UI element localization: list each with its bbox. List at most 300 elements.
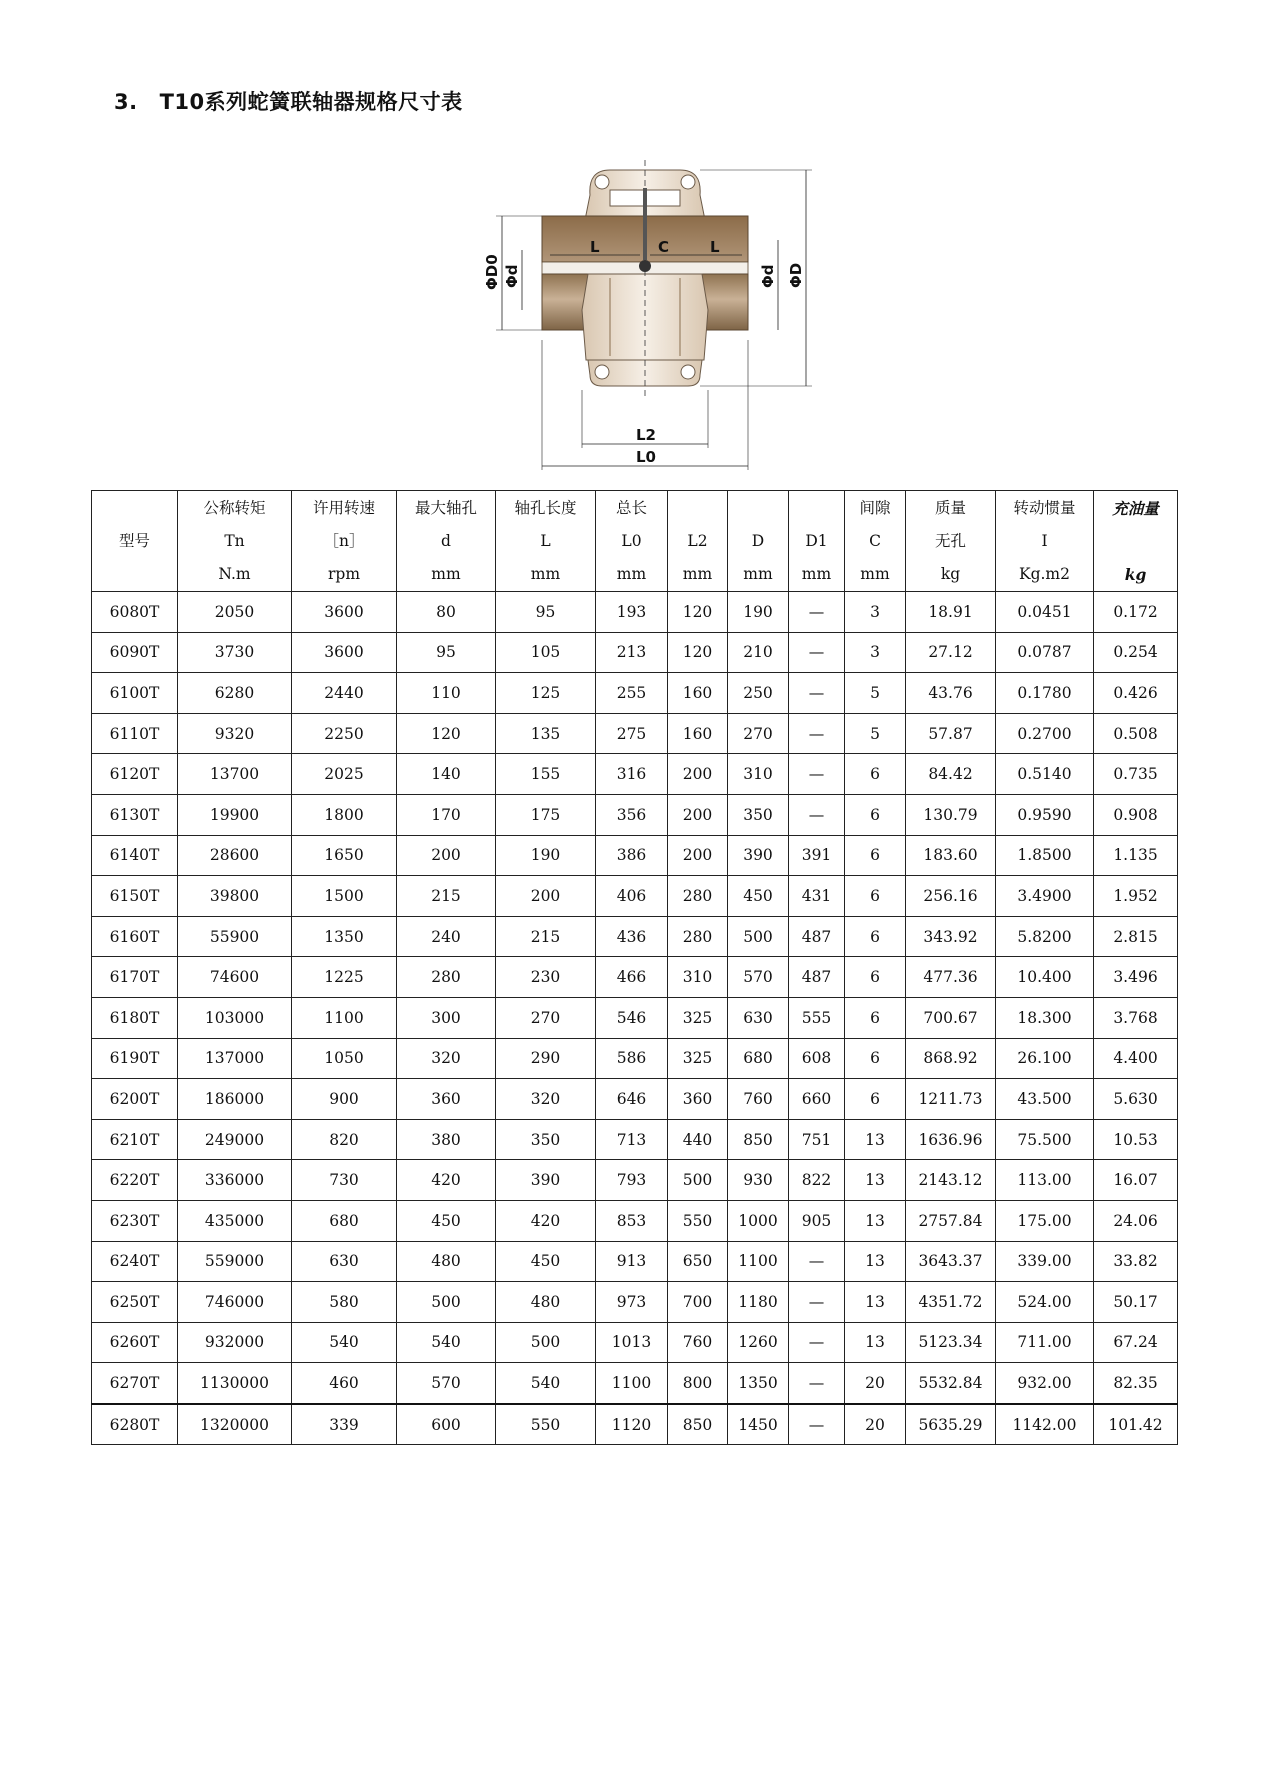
table-cell: 80 bbox=[397, 592, 496, 633]
table-cell: 13700 bbox=[178, 754, 292, 795]
table-cell: 760 bbox=[668, 1322, 728, 1363]
table-cell: 932000 bbox=[178, 1322, 292, 1363]
table-cell: 6250T bbox=[92, 1282, 178, 1323]
table-cell: 0.172 bbox=[1094, 592, 1178, 633]
table-cell: 6140T bbox=[92, 835, 178, 876]
table-cell: 75.500 bbox=[996, 1119, 1094, 1160]
table-cell: 0.735 bbox=[1094, 754, 1178, 795]
table-cell: 6200T bbox=[92, 1079, 178, 1120]
table-cell: 5 bbox=[845, 673, 906, 714]
table-cell: 200 bbox=[668, 754, 728, 795]
table-cell: 440 bbox=[668, 1119, 728, 1160]
table-cell: 570 bbox=[397, 1363, 496, 1404]
header-line: 轴孔长度 bbox=[514, 498, 577, 517]
table-cell: 630 bbox=[728, 997, 789, 1038]
table-cell: 6270T bbox=[92, 1363, 178, 1404]
table-cell: 27.12 bbox=[906, 632, 996, 673]
table-cell: 6240T bbox=[92, 1241, 178, 1282]
table-row bbox=[92, 997, 1178, 1038]
header-cell bbox=[292, 491, 397, 592]
header-row bbox=[92, 491, 1178, 592]
table-cell: 270 bbox=[496, 997, 596, 1038]
table-cell: 0.2700 bbox=[996, 713, 1094, 754]
table-cell: 240 bbox=[397, 916, 496, 957]
table-cell: 310 bbox=[728, 754, 789, 795]
header-line: N.m bbox=[218, 564, 251, 583]
table-cell: 13 bbox=[845, 1160, 906, 1201]
table-cell: 356 bbox=[596, 794, 668, 835]
table-cell: 6110T bbox=[92, 713, 178, 754]
dim-phid-right: Φd bbox=[759, 264, 777, 288]
table-cell: 6180T bbox=[92, 997, 178, 1038]
table-cell: 0.254 bbox=[1094, 632, 1178, 673]
table-cell: 0.426 bbox=[1094, 673, 1178, 714]
table-body bbox=[92, 592, 1178, 1445]
table-cell: 256.16 bbox=[906, 876, 996, 917]
header-cell bbox=[906, 491, 996, 592]
table-cell: 82.35 bbox=[1094, 1363, 1178, 1404]
table-cell: 1260 bbox=[728, 1322, 789, 1363]
table-cell: 6280T bbox=[92, 1404, 178, 1445]
table-cell: 700.67 bbox=[906, 997, 996, 1038]
table-cell: 436 bbox=[596, 916, 668, 957]
table-cell: 680 bbox=[292, 1200, 397, 1241]
table-cell: 320 bbox=[496, 1079, 596, 1120]
coupling-diagram bbox=[460, 160, 860, 480]
table-cell: 193 bbox=[596, 592, 668, 633]
header-line: 最大轴孔 bbox=[414, 498, 477, 517]
table-cell: 487 bbox=[789, 916, 845, 957]
table-cell: 0.508 bbox=[1094, 713, 1178, 754]
table-cell: 190 bbox=[496, 835, 596, 876]
table-cell: 249000 bbox=[178, 1119, 292, 1160]
table-cell: 270 bbox=[728, 713, 789, 754]
title-text: T10系列蛇簧联轴器规格尺寸表 bbox=[159, 90, 463, 114]
table-cell: 43.500 bbox=[996, 1079, 1094, 1120]
table-cell: 170 bbox=[397, 794, 496, 835]
table-cell: 850 bbox=[668, 1404, 728, 1445]
table-cell: 431 bbox=[789, 876, 845, 917]
header-line: Kg.m2 bbox=[1019, 564, 1070, 583]
table-cell: 546 bbox=[596, 997, 668, 1038]
table-cell: 18.300 bbox=[996, 997, 1094, 1038]
table-cell: 113.00 bbox=[996, 1160, 1094, 1201]
table-cell: 110 bbox=[397, 673, 496, 714]
table-cell: 6100T bbox=[92, 673, 178, 714]
table-cell: 793 bbox=[596, 1160, 668, 1201]
table-cell: 13 bbox=[845, 1119, 906, 1160]
table-row bbox=[92, 876, 1178, 917]
table-cell: 2440 bbox=[292, 673, 397, 714]
table-row bbox=[92, 1322, 1178, 1363]
header-line: mm bbox=[743, 564, 773, 583]
table-cell: 1800 bbox=[292, 794, 397, 835]
table-cell: 1225 bbox=[292, 957, 397, 998]
table-row bbox=[92, 1038, 1178, 1079]
table-cell: 1120 bbox=[596, 1404, 668, 1445]
table-cell: 540 bbox=[397, 1322, 496, 1363]
table-row bbox=[92, 1282, 1178, 1323]
table-cell: 1.135 bbox=[1094, 835, 1178, 876]
header-cell bbox=[596, 491, 668, 592]
table-row bbox=[92, 916, 1178, 957]
table-cell: 39800 bbox=[178, 876, 292, 917]
table-cell: 700 bbox=[668, 1282, 728, 1323]
table-cell: 5123.34 bbox=[906, 1322, 996, 1363]
table-cell: 120 bbox=[668, 632, 728, 673]
header-cell bbox=[397, 491, 496, 592]
table-cell: 6 bbox=[845, 876, 906, 917]
table-cell: 450 bbox=[728, 876, 789, 917]
table-cell: 480 bbox=[397, 1241, 496, 1282]
table-cell: 608 bbox=[789, 1038, 845, 1079]
table-cell: 853 bbox=[596, 1200, 668, 1241]
table-cell: 477.36 bbox=[906, 957, 996, 998]
table-cell: — bbox=[789, 754, 845, 795]
table-row bbox=[92, 1079, 1178, 1120]
table-cell: 6190T bbox=[92, 1038, 178, 1079]
table-cell: 215 bbox=[496, 916, 596, 957]
table-cell: 390 bbox=[728, 835, 789, 876]
table-cell: — bbox=[789, 1363, 845, 1404]
dim-phiD: ΦD bbox=[787, 262, 805, 288]
table-cell: 350 bbox=[496, 1119, 596, 1160]
header-line: Tn bbox=[224, 531, 245, 550]
page-title bbox=[114, 86, 463, 116]
table-cell: 1450 bbox=[728, 1404, 789, 1445]
table-cell: 500 bbox=[397, 1282, 496, 1323]
table-cell: 20 bbox=[845, 1363, 906, 1404]
table-cell: 3.4900 bbox=[996, 876, 1094, 917]
table-cell: 570 bbox=[728, 957, 789, 998]
header-line: 公称转矩 bbox=[203, 498, 266, 517]
header-line: C bbox=[869, 531, 881, 550]
table-cell: 460 bbox=[292, 1363, 397, 1404]
table-cell: 1100 bbox=[728, 1241, 789, 1282]
table-cell: 135 bbox=[496, 713, 596, 754]
table-cell: 0.908 bbox=[1094, 794, 1178, 835]
table-cell: 16.07 bbox=[1094, 1160, 1178, 1201]
table-cell: 10.53 bbox=[1094, 1119, 1178, 1160]
table-cell: 822 bbox=[789, 1160, 845, 1201]
table-cell: 160 bbox=[668, 673, 728, 714]
table-cell: 4351.72 bbox=[906, 1282, 996, 1323]
table-cell: 3600 bbox=[292, 632, 397, 673]
header-line: L2 bbox=[687, 531, 708, 550]
table-cell: 1180 bbox=[728, 1282, 789, 1323]
table-row bbox=[92, 592, 1178, 633]
table-row bbox=[92, 1200, 1178, 1241]
table-cell: 2143.12 bbox=[906, 1160, 996, 1201]
table-header bbox=[92, 491, 1178, 592]
table-cell: 487 bbox=[789, 957, 845, 998]
table-cell: 559000 bbox=[178, 1241, 292, 1282]
table-cell: 760 bbox=[728, 1079, 789, 1120]
table-cell: 200 bbox=[397, 835, 496, 876]
table-cell: 6130T bbox=[92, 794, 178, 835]
table-cell: 0.1780 bbox=[996, 673, 1094, 714]
table-cell: 13 bbox=[845, 1282, 906, 1323]
table-row bbox=[92, 1363, 1178, 1404]
table-cell: 310 bbox=[668, 957, 728, 998]
table-cell: 186000 bbox=[178, 1079, 292, 1120]
header-cell bbox=[1094, 491, 1178, 592]
header-cell bbox=[496, 491, 596, 592]
table-cell: 6280 bbox=[178, 673, 292, 714]
table-cell: 13 bbox=[845, 1241, 906, 1282]
table-cell: 5635.29 bbox=[906, 1404, 996, 1445]
table-cell: 390 bbox=[496, 1160, 596, 1201]
table-cell: 6 bbox=[845, 754, 906, 795]
header-line: kg bbox=[1124, 564, 1147, 584]
table-cell: 6150T bbox=[92, 876, 178, 917]
table-cell: 57.87 bbox=[906, 713, 996, 754]
table-cell: 466 bbox=[596, 957, 668, 998]
table-cell: 6080T bbox=[92, 592, 178, 633]
table-cell: 391 bbox=[789, 835, 845, 876]
table-cell: 0.9590 bbox=[996, 794, 1094, 835]
table-cell: 250 bbox=[728, 673, 789, 714]
table-cell: 360 bbox=[397, 1079, 496, 1120]
table-cell: 6090T bbox=[92, 632, 178, 673]
table-cell: 500 bbox=[496, 1322, 596, 1363]
table-cell: 3 bbox=[845, 632, 906, 673]
table-cell: 905 bbox=[789, 1200, 845, 1241]
spec-table bbox=[91, 490, 1178, 1445]
table-cell: 175 bbox=[496, 794, 596, 835]
table-cell: 0.0787 bbox=[996, 632, 1094, 673]
header-cell bbox=[178, 491, 292, 592]
header-line: mm bbox=[801, 564, 832, 583]
table-row bbox=[92, 1404, 1178, 1445]
header-line: 总长 bbox=[615, 498, 647, 517]
table-cell: 6 bbox=[845, 835, 906, 876]
title-number: 3. bbox=[114, 90, 138, 114]
table-cell: 646 bbox=[596, 1079, 668, 1120]
table-cell: 746000 bbox=[178, 1282, 292, 1323]
table-cell: 2250 bbox=[292, 713, 397, 754]
table-cell: 343.92 bbox=[906, 916, 996, 957]
table-cell: 210 bbox=[728, 632, 789, 673]
dim-L2: L2 bbox=[636, 426, 656, 444]
table-row bbox=[92, 957, 1178, 998]
table-cell: 1.8500 bbox=[996, 835, 1094, 876]
table-cell: 230 bbox=[496, 957, 596, 998]
header-line: mm bbox=[530, 564, 561, 583]
table-cell: 325 bbox=[668, 1038, 728, 1079]
header-line: mm bbox=[682, 564, 713, 583]
header-line: 充油量 bbox=[1112, 498, 1159, 518]
table-cell: 3 bbox=[845, 592, 906, 633]
table-cell: 6260T bbox=[92, 1322, 178, 1363]
table-cell: 350 bbox=[728, 794, 789, 835]
table-row bbox=[92, 794, 1178, 835]
table-cell: — bbox=[789, 1241, 845, 1282]
table-cell: — bbox=[789, 1404, 845, 1445]
table-cell: 103000 bbox=[178, 997, 292, 1038]
table-cell: 586 bbox=[596, 1038, 668, 1079]
table-cell: 6220T bbox=[92, 1160, 178, 1201]
table-cell: 155 bbox=[496, 754, 596, 795]
table-cell: 660 bbox=[789, 1079, 845, 1120]
table-cell: 1650 bbox=[292, 835, 397, 876]
table-cell: 84.42 bbox=[906, 754, 996, 795]
table-row bbox=[92, 835, 1178, 876]
table-cell: 6 bbox=[845, 997, 906, 1038]
table-cell: 1636.96 bbox=[906, 1119, 996, 1160]
table-cell: 450 bbox=[496, 1241, 596, 1282]
table-cell: 380 bbox=[397, 1119, 496, 1160]
table-cell: 140 bbox=[397, 754, 496, 795]
table-cell: 713 bbox=[596, 1119, 668, 1160]
table-cell: 26.100 bbox=[996, 1038, 1094, 1079]
table-cell: 6230T bbox=[92, 1200, 178, 1241]
dim-phiD0: ΦD0 bbox=[483, 254, 501, 290]
table-cell: 125 bbox=[496, 673, 596, 714]
table-cell: 336000 bbox=[178, 1160, 292, 1201]
table-cell: 1100 bbox=[292, 997, 397, 1038]
table-cell: 3643.37 bbox=[906, 1241, 996, 1282]
dim-L-right: L bbox=[710, 238, 720, 256]
table-cell: 5532.84 bbox=[906, 1363, 996, 1404]
header-line: 转动惯量 bbox=[1013, 498, 1076, 517]
table-cell: 13 bbox=[845, 1322, 906, 1363]
table-cell: 339.00 bbox=[996, 1241, 1094, 1282]
header-line: D bbox=[751, 531, 765, 550]
table-cell: 4.400 bbox=[1094, 1038, 1178, 1079]
table-cell: 280 bbox=[397, 957, 496, 998]
table-cell: 850 bbox=[728, 1119, 789, 1160]
table-cell: 18.91 bbox=[906, 592, 996, 633]
table-cell: 6 bbox=[845, 794, 906, 835]
table-cell: 6 bbox=[845, 957, 906, 998]
header-line: mm bbox=[860, 564, 890, 583]
header-line: I bbox=[1041, 531, 1048, 550]
table-cell: 6170T bbox=[92, 957, 178, 998]
table-cell: 555 bbox=[789, 997, 845, 1038]
table-cell: 6210T bbox=[92, 1119, 178, 1160]
table-cell: 3600 bbox=[292, 592, 397, 633]
table-cell: 550 bbox=[668, 1200, 728, 1241]
header-cell bbox=[789, 491, 845, 592]
table-cell: 1500 bbox=[292, 876, 397, 917]
table-cell: 5.8200 bbox=[996, 916, 1094, 957]
table-cell: 6 bbox=[845, 1079, 906, 1120]
table-cell: 2757.84 bbox=[906, 1200, 996, 1241]
table-cell: 120 bbox=[397, 713, 496, 754]
table-cell: 3.496 bbox=[1094, 957, 1178, 998]
table-cell: 1050 bbox=[292, 1038, 397, 1079]
header-line bbox=[789, 492, 844, 525]
table-cell: 2025 bbox=[292, 754, 397, 795]
table-cell: 630 bbox=[292, 1241, 397, 1282]
table-cell: 95 bbox=[496, 592, 596, 633]
table-cell: 200 bbox=[668, 794, 728, 835]
table-cell: — bbox=[789, 1322, 845, 1363]
table-cell: 280 bbox=[668, 876, 728, 917]
table-cell: 275 bbox=[596, 713, 668, 754]
table-cell: 524.00 bbox=[996, 1282, 1094, 1323]
header-line bbox=[668, 492, 727, 525]
coupling-drawing bbox=[460, 160, 860, 480]
table-cell: — bbox=[789, 713, 845, 754]
table-row bbox=[92, 673, 1178, 714]
header-cell bbox=[845, 491, 906, 592]
header-line bbox=[92, 558, 177, 591]
table-cell: 868.92 bbox=[906, 1038, 996, 1079]
table-cell: 800 bbox=[668, 1363, 728, 1404]
table-cell: 0.0451 bbox=[996, 592, 1094, 633]
table-cell: 320 bbox=[397, 1038, 496, 1079]
header-cell bbox=[996, 491, 1094, 592]
table-cell: 74600 bbox=[178, 957, 292, 998]
table-cell: 19900 bbox=[178, 794, 292, 835]
table-cell: 101.42 bbox=[1094, 1404, 1178, 1445]
table-cell: 680 bbox=[728, 1038, 789, 1079]
dim-phid-left: Φd bbox=[503, 264, 521, 288]
header-line: mm bbox=[616, 564, 647, 583]
dim-C: C bbox=[658, 238, 670, 256]
table-cell: 339 bbox=[292, 1404, 397, 1445]
table-cell: 913 bbox=[596, 1241, 668, 1282]
header-line bbox=[728, 492, 788, 525]
table-cell: 325 bbox=[668, 997, 728, 1038]
header-cell bbox=[92, 491, 178, 592]
header-line bbox=[92, 492, 177, 525]
table-cell: 420 bbox=[496, 1200, 596, 1241]
table-cell: 386 bbox=[596, 835, 668, 876]
table-cell: 5 bbox=[845, 713, 906, 754]
table-cell: 1211.73 bbox=[906, 1079, 996, 1120]
dim-L0: L0 bbox=[636, 448, 656, 466]
table-cell: 3730 bbox=[178, 632, 292, 673]
table-cell: 1013 bbox=[596, 1322, 668, 1363]
table-cell: 255 bbox=[596, 673, 668, 714]
table-cell: 67.24 bbox=[1094, 1322, 1178, 1363]
table-cell: 28600 bbox=[178, 835, 292, 876]
table-cell: 190 bbox=[728, 592, 789, 633]
table-cell: 183.60 bbox=[906, 835, 996, 876]
table-cell: 5.630 bbox=[1094, 1079, 1178, 1120]
table-cell: 650 bbox=[668, 1241, 728, 1282]
header-line: 间隙 bbox=[859, 498, 891, 517]
table-row bbox=[92, 1119, 1178, 1160]
table-cell: 6 bbox=[845, 916, 906, 957]
table-cell: 820 bbox=[292, 1119, 397, 1160]
table-cell: 2050 bbox=[178, 592, 292, 633]
table-cell: 160 bbox=[668, 713, 728, 754]
table-cell: 290 bbox=[496, 1038, 596, 1079]
table-cell: 900 bbox=[292, 1079, 397, 1120]
table-cell: 500 bbox=[728, 916, 789, 957]
header-cell bbox=[668, 491, 728, 592]
table-cell: 6 bbox=[845, 1038, 906, 1079]
table-cell: 0.5140 bbox=[996, 754, 1094, 795]
table-cell: 175.00 bbox=[996, 1200, 1094, 1241]
table-cell: — bbox=[789, 592, 845, 633]
table-cell: 9320 bbox=[178, 713, 292, 754]
table-cell: — bbox=[789, 794, 845, 835]
header-line: kg bbox=[940, 564, 961, 583]
table-cell: 10.400 bbox=[996, 957, 1094, 998]
header-line: 型号 bbox=[118, 531, 150, 550]
table-cell: 20 bbox=[845, 1404, 906, 1445]
table-cell: 13 bbox=[845, 1200, 906, 1241]
table-cell: 50.17 bbox=[1094, 1282, 1178, 1323]
table-cell: 24.06 bbox=[1094, 1200, 1178, 1241]
table-cell: — bbox=[789, 632, 845, 673]
table-cell: 751 bbox=[789, 1119, 845, 1160]
